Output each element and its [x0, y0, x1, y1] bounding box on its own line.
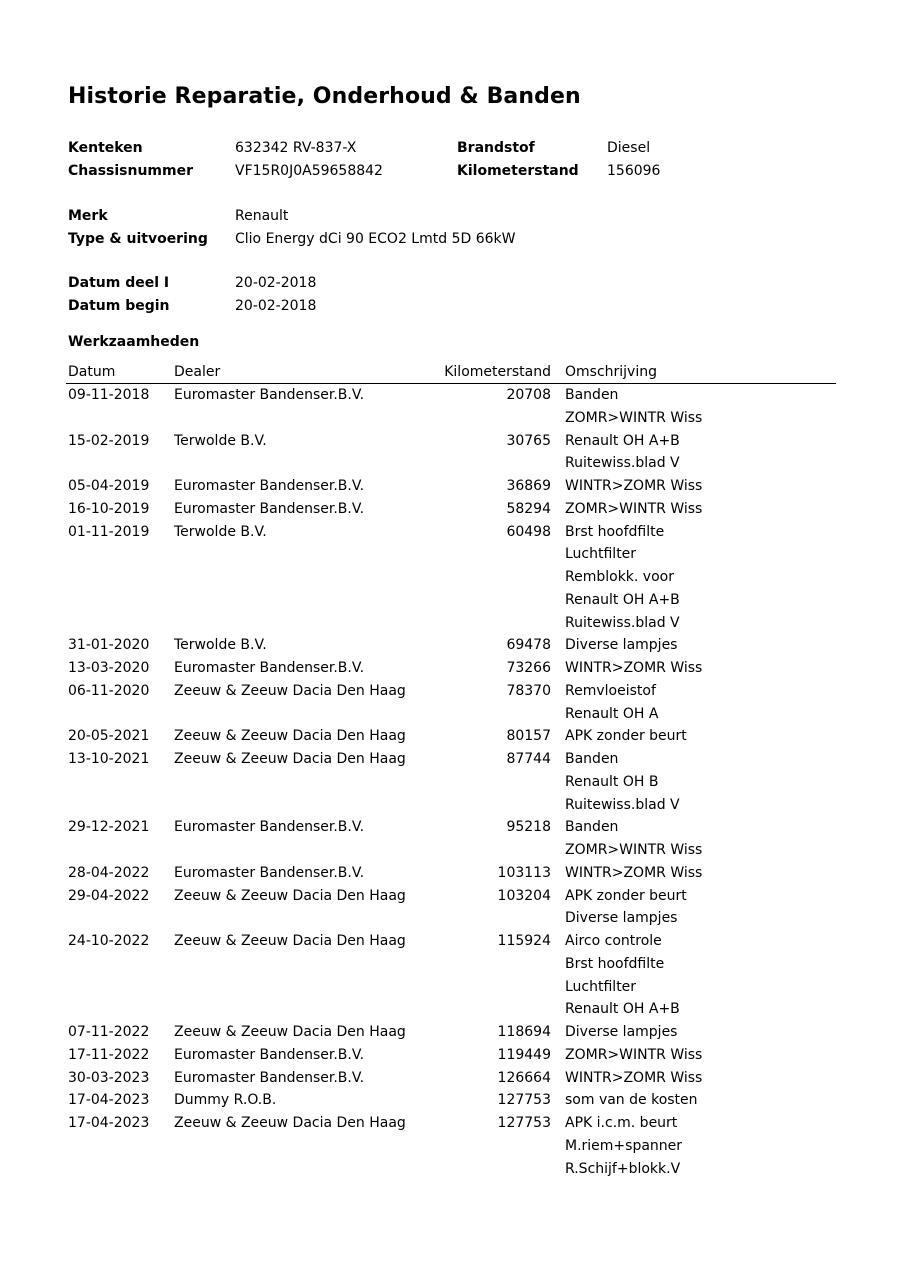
table-row	[0, 976, 905, 999]
cell-desc: WINTR>ZOMR Wiss	[565, 864, 703, 881]
table-row	[0, 771, 905, 794]
cell-desc: Renault OH B	[565, 773, 659, 790]
cell-dealer: Euromaster Bandenser.B.V.	[174, 478, 365, 494]
cell-dealer: Terwolde B.V.	[174, 432, 267, 449]
cell-km: 69478	[506, 637, 551, 654]
table-row	[0, 634, 905, 657]
cell-dealer: Euromaster Bandenser.B.V.	[174, 1069, 365, 1086]
datum-deel-value: 20-02-2018	[235, 275, 317, 291]
cell-km: 80157	[506, 728, 551, 745]
table-row	[0, 862, 905, 885]
cell-km: 103113	[497, 864, 551, 881]
merk-label: Merk	[68, 208, 108, 224]
table-row	[0, 384, 905, 407]
cell-desc: Renault OH A+B	[565, 591, 680, 608]
table-header	[66, 361, 836, 384]
page-title: Historie Reparatie, Onderhoud & Banden	[68, 84, 581, 109]
chassis-label: Chassisnummer	[68, 163, 193, 179]
table-row	[0, 680, 905, 703]
table-row	[0, 839, 905, 862]
cell-dealer: Euromaster Bandenser.B.V.	[174, 864, 365, 881]
cell-km: 87744	[506, 751, 551, 767]
table-row	[0, 703, 905, 726]
cell-desc: R.Schijf+blokk.V	[565, 1160, 681, 1177]
table-row	[0, 1044, 905, 1067]
cell-date: 17-04-2023	[68, 1115, 150, 1131]
cell-date: 07-11-2022	[68, 1024, 150, 1040]
cell-desc: Renault OH A	[565, 705, 659, 722]
cell-km: 95218	[506, 819, 551, 836]
cell-desc: ZOMR>WINTR Wiss	[565, 500, 703, 517]
datum-begin-value: 20-02-2018	[235, 298, 317, 314]
cell-desc: som van de kosten	[565, 1092, 698, 1109]
cell-dealer: Euromaster Bandenser.B.V.	[174, 387, 365, 403]
table-row	[0, 794, 905, 817]
cell-date: 20-05-2021	[68, 728, 150, 745]
column-header-km: Kilometerstand	[444, 364, 551, 380]
table-row	[0, 498, 905, 521]
cell-date: 17-11-2022	[68, 1046, 150, 1063]
cell-desc: Banden	[565, 819, 619, 836]
table-row	[0, 543, 905, 566]
merk-value: Renault	[235, 208, 289, 224]
datum-begin-label: Datum begin	[68, 298, 170, 314]
cell-dealer: Zeeuw & Zeeuw Dacia Den Haag	[174, 1024, 406, 1040]
kilometerstand-value: 156096	[607, 163, 661, 179]
cell-dealer: Zeeuw & Zeeuw Dacia Den Haag	[174, 1115, 406, 1131]
cell-date: 09-11-2018	[68, 387, 150, 403]
kenteken-label: Kenteken	[68, 140, 143, 156]
cell-km: 127753	[497, 1115, 551, 1131]
cell-desc: Remvloeistof	[565, 682, 656, 699]
cell-desc: Luchtfilter	[565, 546, 637, 563]
cell-date: 24-10-2022	[68, 933, 150, 949]
table-row	[0, 1089, 905, 1112]
table-row	[0, 998, 905, 1021]
table-row	[0, 748, 905, 771]
cell-desc: ZOMR>WINTR Wiss	[565, 1046, 703, 1063]
column-header-desc: Omschrijving	[565, 364, 657, 380]
cell-desc: Airco controle	[565, 933, 662, 949]
brandstof-label: Brandstof	[457, 140, 535, 156]
table-row	[0, 885, 905, 908]
cell-dealer: Terwolde B.V.	[174, 637, 267, 654]
section-heading: Werkzaamheden	[68, 334, 200, 350]
cell-desc: Luchtfilter	[565, 978, 637, 995]
table-row	[0, 816, 905, 839]
table-row	[0, 430, 905, 453]
table-row	[0, 930, 905, 953]
cell-km: 78370	[506, 682, 551, 699]
table-row	[0, 1021, 905, 1044]
cell-km: 119449	[497, 1046, 551, 1063]
cell-desc: M.riem+spanner	[565, 1137, 683, 1154]
table-row	[0, 589, 905, 612]
cell-dealer: Dummy R.O.B.	[174, 1092, 277, 1109]
cell-desc: Brst hoofdfilte	[565, 523, 665, 540]
brandstof-value: Diesel	[607, 140, 651, 156]
cell-km: 127753	[497, 1092, 551, 1109]
cell-desc: Remblokk. voor	[565, 569, 674, 585]
cell-dealer: Euromaster Bandenser.B.V.	[174, 500, 365, 517]
cell-date: 29-12-2021	[68, 819, 150, 836]
cell-km: 115924	[497, 933, 551, 949]
table-row	[0, 953, 905, 976]
cell-km: 36869	[506, 478, 551, 494]
cell-desc: Banden	[565, 387, 619, 403]
cell-date: 13-10-2021	[68, 751, 150, 767]
column-header-date: Datum	[68, 364, 116, 380]
type-value: Clio Energy dCi 90 ECO2 Lmtd 5D 66kW	[235, 231, 516, 247]
cell-dealer: Zeeuw & Zeeuw Dacia Den Haag	[174, 887, 406, 904]
cell-desc: Diverse lampjes	[565, 910, 678, 927]
table-row	[0, 1158, 905, 1181]
cell-desc: WINTR>ZOMR Wiss	[565, 478, 703, 494]
cell-km: 20708	[506, 387, 551, 403]
table-body	[0, 384, 905, 1180]
cell-desc: Renault OH A+B	[565, 1001, 680, 1018]
cell-dealer: Zeeuw & Zeeuw Dacia Den Haag	[174, 728, 406, 745]
cell-date: 28-04-2022	[68, 864, 150, 881]
cell-date: 06-11-2020	[68, 682, 150, 699]
table-row	[0, 657, 905, 680]
cell-dealer: Zeeuw & Zeeuw Dacia Den Haag	[174, 682, 406, 699]
cell-desc: ZOMR>WINTR Wiss	[565, 842, 703, 858]
cell-date: 13-03-2020	[68, 660, 150, 676]
cell-km: 60498	[506, 523, 551, 540]
table-row	[0, 452, 905, 475]
cell-date: 16-10-2019	[68, 500, 150, 517]
table-row	[0, 612, 905, 635]
cell-desc: Renault OH A+B	[565, 432, 680, 449]
cell-date: 30-03-2023	[68, 1069, 150, 1086]
table-row	[0, 725, 905, 748]
cell-km: 126664	[497, 1069, 551, 1086]
cell-dealer: Euromaster Bandenser.B.V.	[174, 660, 365, 676]
cell-desc: Banden	[565, 751, 619, 767]
cell-date: 05-04-2019	[68, 478, 150, 494]
cell-dealer: Euromaster Bandenser.B.V.	[174, 819, 365, 836]
table-row	[0, 1112, 905, 1135]
cell-desc: APK zonder beurt	[565, 887, 687, 904]
table-row	[0, 521, 905, 544]
cell-dealer: Zeeuw & Zeeuw Dacia Den Haag	[174, 933, 406, 949]
cell-dealer: Euromaster Bandenser.B.V.	[174, 1046, 365, 1063]
cell-desc: APK i.c.m. beurt	[565, 1115, 678, 1131]
cell-date: 15-02-2019	[68, 432, 150, 449]
cell-desc: WINTR>ZOMR Wiss	[565, 1069, 703, 1086]
table-row	[0, 907, 905, 930]
table-row	[0, 407, 905, 430]
table-row	[0, 566, 905, 589]
cell-km: 73266	[506, 660, 551, 676]
cell-desc: APK zonder beurt	[565, 728, 687, 745]
type-label: Type & uitvoering	[68, 231, 208, 247]
cell-km: 118694	[497, 1024, 551, 1040]
cell-desc: Ruitewiss.blad V	[565, 455, 680, 472]
table-row	[0, 475, 905, 498]
cell-date: 31-01-2020	[68, 637, 150, 654]
cell-desc: Diverse lampjes	[565, 1024, 678, 1040]
cell-km: 103204	[497, 887, 551, 904]
cell-desc: Diverse lampjes	[565, 637, 678, 654]
datum-deel-label: Datum deel I	[68, 275, 170, 291]
cell-desc: Ruitewiss.blad V	[565, 796, 680, 813]
cell-km: 58294	[506, 500, 551, 517]
cell-date: 17-04-2023	[68, 1092, 150, 1109]
kilometerstand-label: Kilometerstand	[457, 163, 579, 179]
cell-desc: Ruitewiss.blad V	[565, 614, 680, 631]
cell-dealer: Terwolde B.V.	[174, 523, 267, 540]
cell-date: 01-11-2019	[68, 523, 150, 540]
cell-desc: ZOMR>WINTR Wiss	[565, 409, 703, 426]
cell-desc: WINTR>ZOMR Wiss	[565, 660, 703, 676]
kenteken-value: 632342 RV-837-X	[235, 140, 357, 156]
cell-desc: Brst hoofdfilte	[565, 955, 665, 972]
column-header-dealer: Dealer	[174, 364, 221, 380]
table-row	[0, 1135, 905, 1158]
cell-dealer: Zeeuw & Zeeuw Dacia Den Haag	[174, 751, 406, 767]
cell-km: 30765	[506, 432, 551, 449]
chassis-value: VF15R0J0A59658842	[235, 163, 383, 179]
table-row	[0, 1067, 905, 1090]
cell-date: 29-04-2022	[68, 887, 150, 904]
